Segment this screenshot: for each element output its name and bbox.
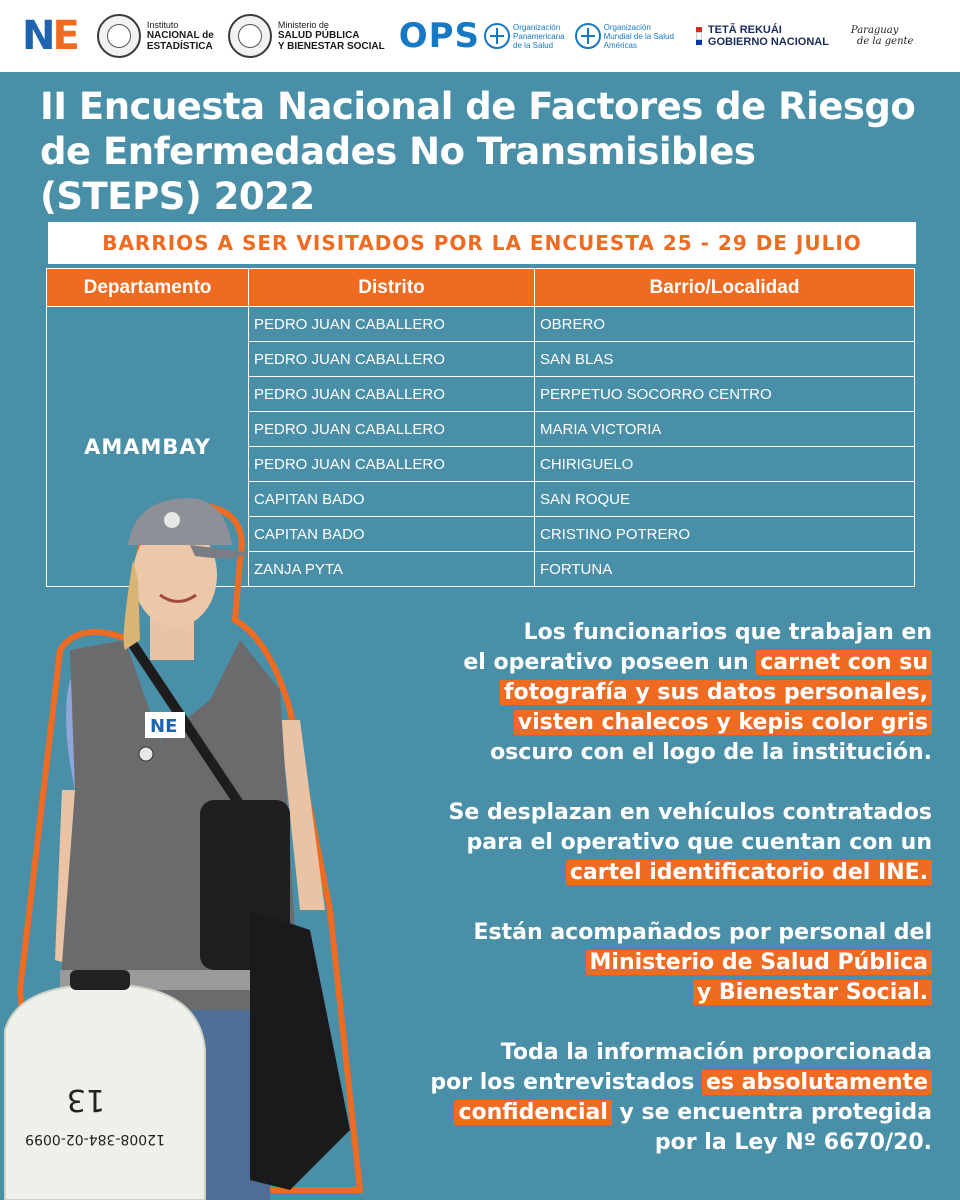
ine-text-line: Instituto (146, 20, 179, 30)
barrio-cell: SAN BLAS (535, 342, 915, 377)
info-text-span: Los funcionarios que trabajan en (523, 620, 932, 645)
distrito-cell: PEDRO JUAN CABALLERO (249, 447, 535, 482)
cooler-handle (70, 970, 130, 990)
info-line (372, 1098, 932, 1128)
distrito-cell: PEDRO JUAN CABALLERO (249, 342, 535, 377)
ine-logo-e: E (52, 13, 77, 59)
title-line: II Encuesta Nacional de Factores de Riesgo (40, 85, 916, 128)
barrio-cell: CRISTINO POTRERO (535, 517, 915, 552)
table-row (47, 307, 915, 342)
header-departamento: Departamento (47, 269, 249, 307)
info-text-span: Se desplazan en vehículos contratados (448, 800, 932, 825)
highlighted-text: y Bienestar Social. (693, 980, 932, 1005)
distrito-cell: CAPITAN BADO (249, 482, 535, 517)
table-header-row (47, 269, 915, 307)
subtitle: BARRIOS A SER VISITADOS POR LA ENCUESTA 25 - 29 DE JULIO (102, 231, 862, 255)
highlighted-text: carnet con su (756, 650, 932, 675)
ine-text-line: NACIONAL de (146, 30, 214, 41)
info-line (372, 618, 932, 648)
info-text-span: por los entrevistados (430, 1070, 702, 1095)
ministry-text-line: Ministerio de (277, 20, 329, 30)
highlighted-text: visten chalecos y kepis color gris (514, 710, 932, 735)
info-line (372, 798, 932, 828)
ministry-text-line: SALUD PÚBLICA (277, 30, 360, 41)
gobierno-nacional-logo: TETÃ REKUÁI GOBIERNO NACIONAL (696, 24, 829, 48)
cap (128, 498, 232, 545)
paraguay-flag-icon (696, 27, 702, 45)
info-line (372, 648, 932, 678)
info-line (372, 738, 932, 768)
paho-text: Organización Panamericana de la Salud (513, 22, 565, 50)
paraguay-de-la-gente-logo: Paraguay de la gente (850, 25, 914, 47)
info-line (372, 858, 932, 888)
highlighted-text: fotografía y sus datos personales, (500, 680, 932, 705)
info-line (372, 678, 932, 708)
ops-logo: OPS (398, 16, 481, 56)
info-text-span: para el operativo que cuentan con un (466, 830, 932, 855)
cap-logo-icon (164, 512, 180, 528)
highlighted-text: Ministerio de Salud Pública (586, 950, 932, 975)
paragraph-credentials (372, 618, 932, 768)
who-globe-icon (575, 23, 601, 49)
cooler-code: 12008-384-02-0099 (25, 1131, 165, 1147)
info-line (372, 828, 932, 858)
info-text-span: Están acompañados por personal del (473, 920, 932, 945)
national-seal-icon (97, 14, 141, 58)
paragraph-confidential (372, 1038, 932, 1158)
ministry-text (278, 20, 385, 52)
info-line (372, 708, 932, 738)
paragraph-vehicles (372, 798, 932, 888)
ine-logo-n: N (22, 13, 53, 59)
logo-bar (0, 0, 960, 72)
info-line (372, 978, 932, 1008)
who-text: Organización Mundial de la Salud Américas (603, 22, 674, 50)
distrito-cell: PEDRO JUAN CABALLERO (249, 377, 535, 412)
subtitle-banner (48, 222, 916, 264)
highlighted-text: confidencial (454, 1100, 611, 1125)
cooler-number: 13 (66, 1082, 105, 1117)
info-text-span: el operativo poseen un (463, 650, 757, 675)
info-text-span: y se encuentra protegida (611, 1100, 932, 1125)
title-line: de Enfermedades No Transmisibles (40, 130, 756, 173)
ministry-seal-icon (228, 14, 272, 58)
header-distrito: Distrito (249, 269, 535, 307)
paho-globe-icon (484, 23, 510, 49)
department-cell: AMAMBAY (47, 307, 249, 587)
ine-text-line: ESTADÍSTICA (146, 41, 213, 52)
info-text-span: Toda la información proporcionada (500, 1040, 932, 1065)
header-barrio: Barrio/Localidad (535, 269, 915, 307)
vest-logo-text: NE (150, 716, 178, 737)
info-text-span: por la Ley Nº 6670/20. (654, 1130, 932, 1155)
barrio-cell: OBRERO (535, 307, 915, 342)
page-title (40, 84, 940, 219)
surveyor-photo (0, 490, 380, 1200)
ine-institute-text (147, 20, 214, 52)
distrito-cell: ZANJA PYTA (249, 552, 535, 587)
vest-seal-icon (139, 747, 153, 761)
distrito-cell: PEDRO JUAN CABALLERO (249, 307, 535, 342)
info-line (372, 918, 932, 948)
ministry-text-line: Y BIENESTAR SOCIAL (277, 41, 385, 52)
barrio-cell: CHIRIGUELO (535, 447, 915, 482)
paragraph-ministry (372, 918, 932, 1008)
info-line (372, 948, 932, 978)
barrio-cell: PERPETUO SOCORRO CENTRO (535, 377, 915, 412)
info-line (372, 1128, 932, 1158)
info-text (372, 618, 932, 1188)
ine-logo (22, 13, 77, 59)
distrito-cell: CAPITAN BADO (249, 517, 535, 552)
distrito-cell: PEDRO JUAN CABALLERO (249, 412, 535, 447)
highlighted-text: es absolutamente (702, 1070, 932, 1095)
info-line (372, 1038, 932, 1068)
title-line: (STEPS) 2022 (40, 175, 315, 218)
barrio-cell: SAN ROQUE (535, 482, 915, 517)
info-text-span: oscuro con el logo de la institución. (490, 740, 932, 765)
barrio-cell: MARIA VICTORIA (535, 412, 915, 447)
barrio-cell: FORTUNA (535, 552, 915, 587)
highlighted-text: cartel identificatorio del INE. (566, 860, 932, 885)
info-line (372, 1068, 932, 1098)
